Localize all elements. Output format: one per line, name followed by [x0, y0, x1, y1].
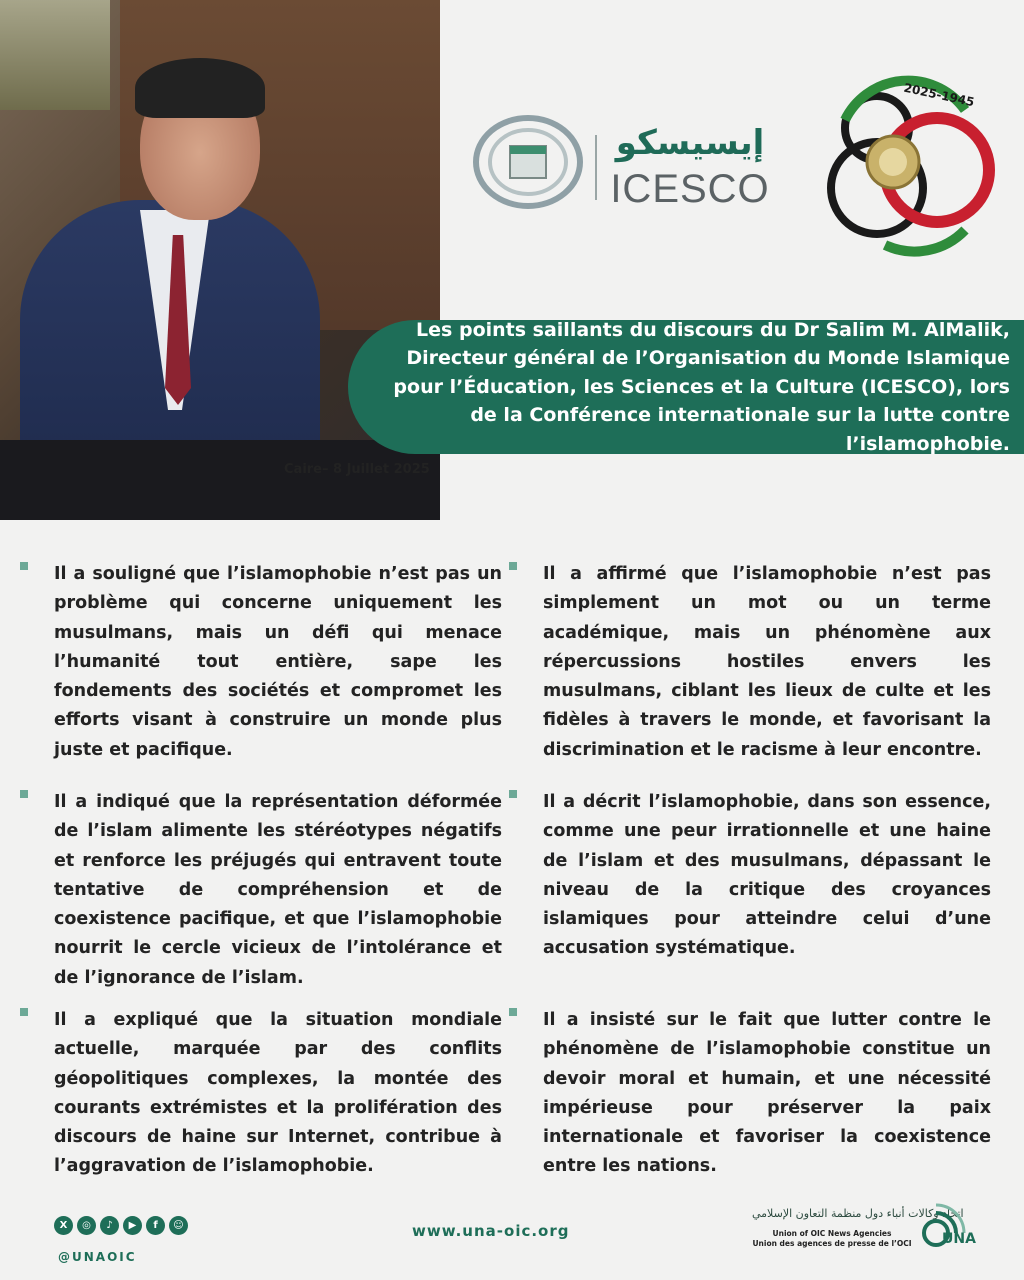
bullet-point — [54, 788, 502, 993]
bullet-point — [543, 788, 991, 964]
anniversary-80-logo — [815, 80, 995, 260]
bullet-text: Il a décrit l’islamophobie, dans son essence, comme une peur irrationnelle et une haine de l’islam et des musulmans, dépassant le niveau de la critique des croyances islamiques pour atteindre celui d’une accusation systématique. — [543, 792, 991, 959]
bullet-text: Il a affirmé que l’islamophobie n’est pas simplement un mot ou un terme académique, mais un phénomène aux répercussions hostiles envers les musulmans, ciblant les lieux de culte et les fidèles à travers le monde, et favorisant la discrimination et le racisme à leur encontre. — [543, 564, 991, 760]
una-logo — [752, 1205, 1002, 1257]
facebook-icon[interactable]: f — [146, 1216, 165, 1235]
bullet-marker-icon — [509, 1008, 517, 1016]
una-arabic-name: اتحاد وكالات أنباء دول منظمة التعاون الإسلامي — [752, 1207, 964, 1220]
instagram-icon[interactable]: ◎ — [77, 1216, 96, 1235]
icesco-arabic-name: إيسيسكو — [615, 123, 765, 163]
icesco-logo — [470, 105, 770, 220]
bullet-point — [543, 1006, 991, 1182]
bullet-marker-icon — [20, 1008, 28, 1016]
title-banner — [348, 320, 1024, 454]
bullet-marker-icon — [20, 790, 28, 798]
bullet-text: Il a insisté sur le fait que lutter contre le phénomène de l’islamophobie constitue un devoir moral et humain, et une nécessité impérieuse pour préserver la paix internationale et favoriser la coexistence entre les nations. — [543, 1010, 991, 1177]
snapchat-icon[interactable]: ☺ — [169, 1216, 188, 1235]
bullet-marker-icon — [509, 790, 517, 798]
photo-hair — [135, 58, 265, 118]
tiktok-icon[interactable]: ♪ — [100, 1216, 119, 1235]
headline: Les points saillants du discours du Dr Salim M. AlMalik, Directeur général de l’Organisation du Monde Islamique pour l’Éducation, les Sciences et la Culture (ICESCO), lors de la Conférence internationale sur la lutte contre l’islamophobie. — [393, 318, 1010, 455]
bullet-text: Il a indiqué que la représentation déformée de l’islam alimente les stéréotypes négatifs et renforce les préjugés qui entravent toute tentative de compréhension et de coexistence pacifique, et que l’islamophobie nourrit le cercle vicieux de l’intolérance et de l’ignorance de l’islam. — [54, 792, 502, 988]
bullet-text: Il a souligné que l’islamophobie n’est pas un problème qui concerne uniquement les musulmans, mais un défi qui menace l’humanité tout entière, sape les fondements des sociétés et compromet les efforts visant à construire un monde plus juste et pacifique. — [54, 564, 502, 760]
youtube-icon[interactable]: ▶ — [123, 1216, 142, 1235]
anniversary-years: 2025-1945 — [902, 80, 976, 110]
icesco-latin-name: ICESCO — [610, 167, 770, 211]
dateline: Caire– 8 Juillet 2025 — [284, 462, 430, 477]
social-links — [54, 1216, 188, 1235]
photo-background-painting — [0, 0, 110, 110]
bullet-marker-icon — [20, 562, 28, 570]
bullet-point — [54, 560, 502, 765]
social-handle: @UNAOIC — [58, 1250, 137, 1264]
icesco-emblem-icon — [470, 110, 585, 215]
bullet-marker-icon — [509, 562, 517, 570]
una-french-name: Union des agences de presse de l’OCI — [752, 1239, 912, 1248]
bullet-point — [54, 1006, 502, 1182]
photo-desk — [0, 440, 440, 520]
una-english-name: Union of OIC News Agencies — [772, 1229, 892, 1238]
una-broadcast-icon — [914, 1205, 984, 1255]
bullet-text: Il a expliqué que la situation mondiale actuelle, marquée par des conflits géopolitiques complexes, la montée des courants extrémistes et la prolifération des discours de haine sur Internet, contribue à l’aggravation de l’islamophobie. — [54, 1010, 502, 1177]
portrait-photo — [0, 0, 440, 520]
x-icon[interactable]: X — [54, 1216, 73, 1235]
logo-divider — [595, 135, 597, 200]
website-link[interactable]: www.una-oic.org — [412, 1222, 570, 1240]
bullet-point — [543, 560, 991, 765]
anniversary-number: 80 — [815, 80, 817, 81]
una-mark-text: UNA — [942, 1231, 976, 1247]
